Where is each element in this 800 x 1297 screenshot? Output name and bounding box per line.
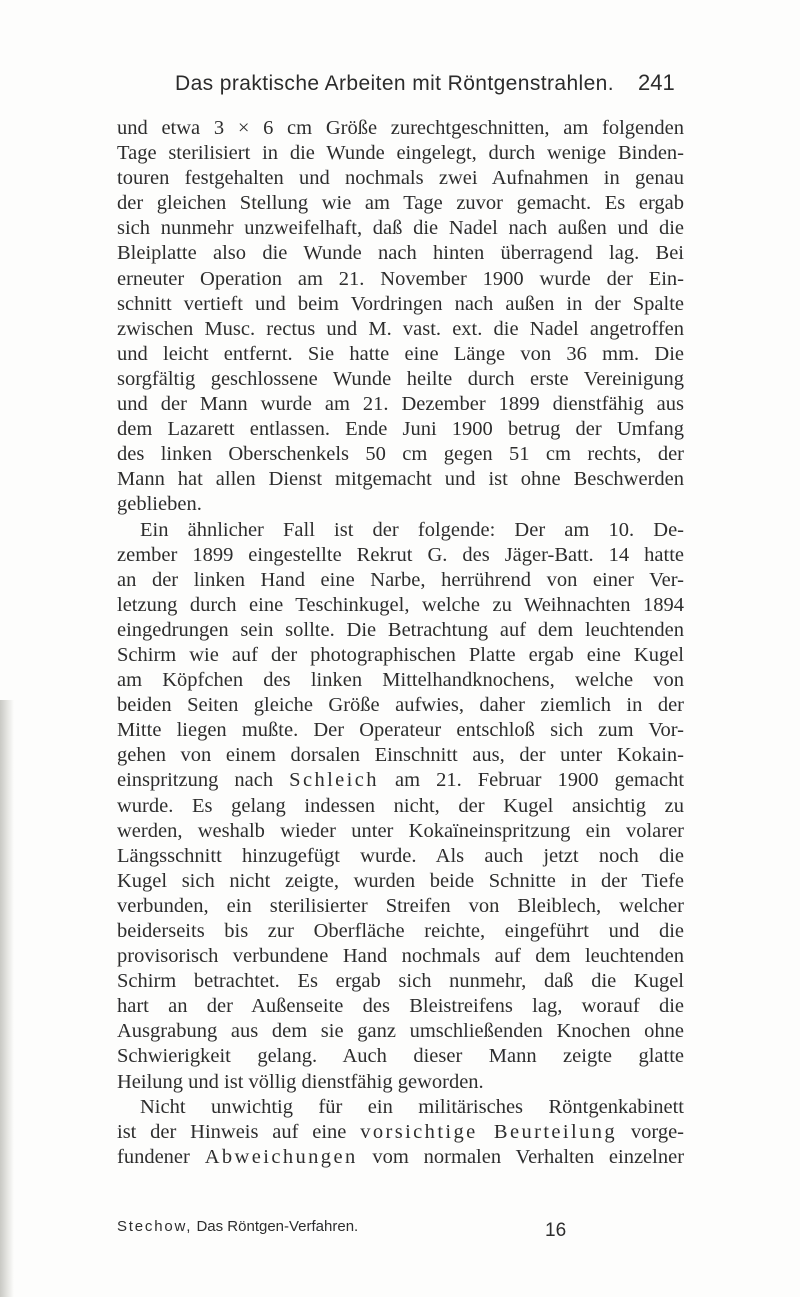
surgeon-name: Schleich (289, 769, 379, 792)
text-line: Längsschnitt hinzugefügt wurde. Als auch jetzt noch die (117, 844, 684, 867)
text-line: beiderseits bis zur Oberfläche reichte, eingeführt und die (117, 920, 684, 942)
text-line: verbunden, ein sterilisierter Streifen von Bleiblech, welcher (117, 894, 684, 917)
footer-source (117, 1218, 358, 1235)
text-line: erneuter Operation am 21. November 1900 wurde der Ein- (117, 267, 684, 290)
paragraph-3 (117, 1095, 684, 1170)
text-line-emphasis (117, 1120, 684, 1145)
text-fragment: einspritzung nach (117, 769, 274, 792)
text-line: hart an der Außenseite des Bleistreifens lag, worauf die (117, 995, 684, 1018)
text-line: an der linken Hand eine Narbe, herrührend von einer Ver- (117, 568, 684, 591)
text-line: des linken Oberschenkels 50 cm gegen 51 cm rechts, der (117, 443, 684, 466)
running-title: Das praktische Arbeiten mit Röntgenstrahlen. (175, 72, 614, 95)
text-line: provisorisch verbundene Hand nochmals auf dem leuchtenden (117, 945, 684, 968)
running-head (0, 72, 800, 102)
text-line: geblieben. (117, 493, 202, 516)
text-line-with-name (117, 768, 684, 793)
footer-author: Stechow, (117, 1218, 193, 1235)
text-line: sich nunmehr unzweifelhaft, daß die Nadel nach außen und die (117, 217, 684, 240)
text-fragment: am 21. Februar 1900 gemacht (394, 769, 685, 792)
text-fragment: fundener (117, 1145, 190, 1168)
text-fragment: ist der Hinweis auf eine (117, 1120, 347, 1143)
footer-title: Das Röntgen-Verfahren. (196, 1218, 359, 1235)
text-line: zember 1899 eingestellte Rekrut G. des Jäger-Batt. 14 hatte (117, 543, 684, 566)
paragraph-2 (117, 518, 684, 1095)
text-line: Tage sterilisiert in die Wunde eingelegt, durch wenige Binden- (117, 142, 684, 165)
text-line: und leicht entfernt. Sie hatte eine Länge von 36 mm. Die (117, 342, 684, 365)
binding-shadow (0, 700, 14, 1297)
text-line: Mitte liegen mußte. Der Operateur entschloß sich zum Vor- (117, 719, 684, 742)
signature-mark: 16 (545, 1220, 567, 1241)
text-line: Nicht unwichtig für ein militärisches Röntgenkabinett (140, 1095, 684, 1118)
text-line: eingedrungen sein sollte. Die Betrachtung auf dem leuchtenden (117, 618, 684, 641)
text-line: Schwierigkeit gelang. Auch dieser Mann zeigte glatte (117, 1045, 684, 1068)
text-line: letzung durch eine Teschinkugel, welche zu Weihnachten 1894 (117, 593, 684, 616)
text-line: zwischen Musc. rectus und M. vast. ext. die Nadel angetroffen (117, 317, 684, 340)
text-line: der gleichen Stellung wie am Tage zuvor gemacht. Es ergab (117, 192, 684, 215)
text-line: Mann hat allen Dienst mitgemacht und ist ohne Beschwerden (117, 468, 684, 491)
text-line: Schirm wie auf der photographischen Platte ergab eine Kugel (117, 643, 684, 666)
text-line: schnitt vertieft und beim Vordringen nach außen in der Spalte (117, 292, 684, 315)
page-number: 241 (638, 70, 675, 95)
text-line: Ausgrabung aus dem sie ganz umschließenden Knochen ohne (117, 1020, 684, 1043)
text-line: gehen von einem dorsalen Einschnitt aus, der unter Kokain- (117, 744, 684, 767)
text-line: und der Mann wurde am 21. Dezember 1899 dienstfähig aus (117, 393, 684, 416)
emphasis-text: Abweichungen (204, 1145, 358, 1168)
emphasis-text: vorsichtige Beurteilung (360, 1120, 618, 1143)
body-text (117, 116, 684, 1170)
text-line: Heilung und ist völlig dienstfähig geworden. (117, 1070, 484, 1093)
paragraph-1 (117, 116, 684, 518)
text-line: am Köpfchen des linken Mittelhandknochens, welche von (117, 669, 684, 692)
text-line: beiden Seiten gleiche Größe aufwies, daher ziemlich in der (117, 694, 684, 717)
text-line: Kugel sich nicht zeigte, wurden beide Schnitte in der Tiefe (117, 869, 684, 892)
text-line: dem Lazarett entlassen. Ende Juni 1900 betrug der Umfang (117, 418, 684, 441)
text-fragment: vom normalen Verhalten einzelner (372, 1145, 685, 1168)
text-line: touren festgehalten und nochmals zwei Aufnahmen in genau (117, 167, 684, 190)
text-line: Schirm betrachtet. Es ergab sich nunmehr, daß die Kugel (117, 970, 684, 993)
page-footer (117, 1216, 684, 1242)
text-line: Bleiplatte also die Wunde nach hinten überragend lag. Bei (117, 242, 684, 265)
text-fragment: vorge- (630, 1120, 684, 1143)
text-line: wurde. Es gelang indessen nicht, der Kugel ansichtig zu (117, 794, 684, 817)
text-line: und etwa 3 × 6 cm Größe zurechtgeschnitten, am folgenden (117, 117, 684, 139)
text-line: sorgfältig geschlossene Wunde heilte durch erste Vereinigung (117, 367, 684, 390)
text-line: Ein ähnlicher Fall ist der folgende: Der am 10. De- (140, 518, 684, 541)
text-line: werden, weshalb wieder unter Kokaïneinspritzung ein volarer (117, 819, 684, 842)
text-line-emphasis (117, 1145, 684, 1170)
